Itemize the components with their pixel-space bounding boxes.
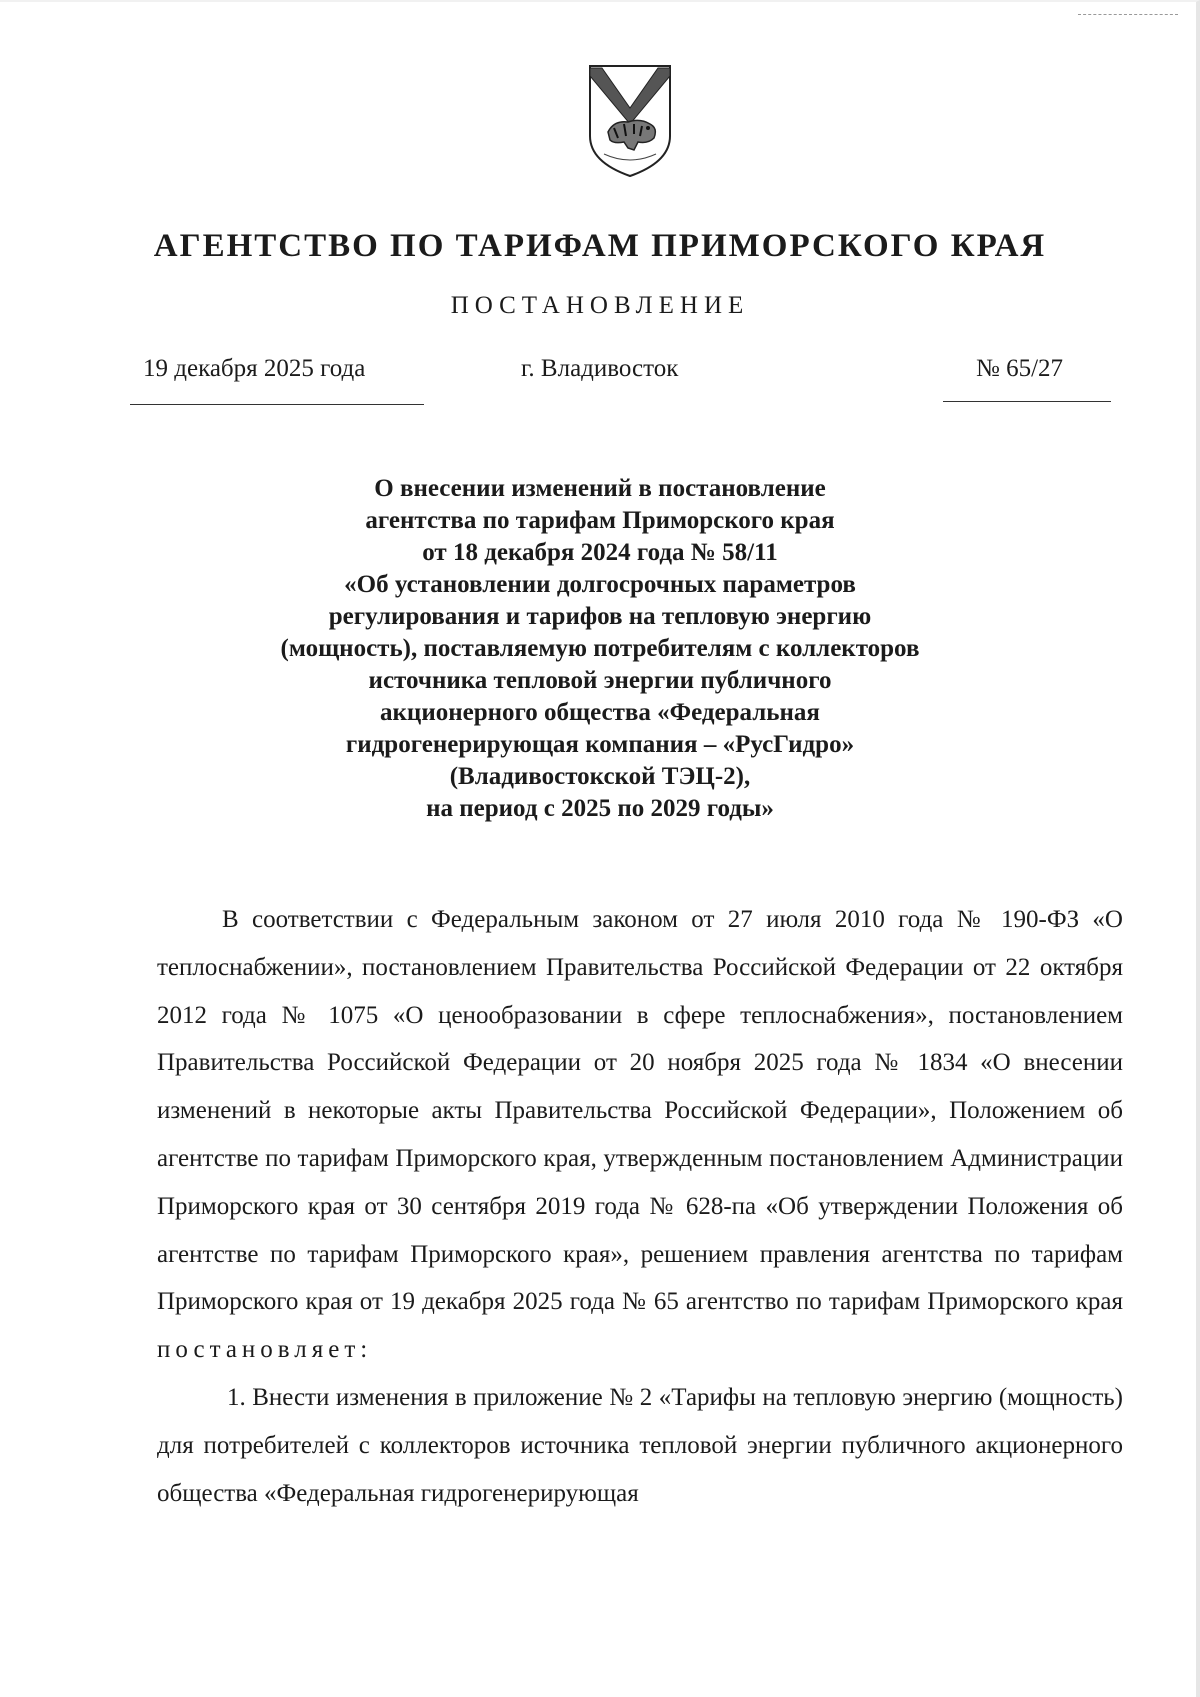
document-number: № 65/27 bbox=[976, 355, 1064, 382]
preamble-paragraph bbox=[157, 896, 1123, 1374]
subject-line: от 18 декабря 2024 года № 58/11 bbox=[422, 539, 778, 566]
date-underline bbox=[130, 404, 424, 405]
scan-corner-mark bbox=[1078, 14, 1178, 16]
number-underline bbox=[943, 401, 1111, 402]
subject-line: (мощность), поставляемую потребителям с коллекторов bbox=[280, 635, 920, 662]
subject-line: О внесении изменений в постановление bbox=[374, 475, 826, 502]
agency-title: АГЕНТСТВО ПО ТАРИФАМ ПРИМОРСКОГО КРАЯ bbox=[153, 228, 1047, 264]
document-subject bbox=[150, 473, 1050, 825]
subject-line: регулирования и тарифов на тепловую энергию bbox=[328, 603, 872, 630]
document-city: г. Владивосток bbox=[521, 355, 679, 382]
subject-line: на период с 2025 по 2029 годы» bbox=[426, 795, 774, 822]
document-body bbox=[157, 896, 1123, 1517]
document-type: ПОСТАНОВЛЕНИЕ bbox=[450, 292, 750, 319]
subject-line: источника тепловой энергии публичного bbox=[368, 667, 832, 694]
decree-word: постановляет: bbox=[157, 1336, 373, 1364]
document-date: 19 декабря 2025 года bbox=[143, 355, 366, 382]
subject-line: (Владивостокской ТЭЦ-2), bbox=[449, 763, 751, 790]
subject-line: акционерного общества «Федеральная bbox=[380, 699, 820, 726]
subject-line: гидрогенерирующая компания – «РусГидро» bbox=[345, 731, 855, 758]
primorsky-krai-coat-of-arms-icon bbox=[584, 62, 676, 180]
subject-line: «Об установлении долгосрочных параметров bbox=[344, 571, 856, 598]
item-1-paragraph: 1. Внести изменения в приложение № 2 «Тарифы на тепловую энергию (мощность) для потребителей с коллекторов источника тепловой энергии публичного акционерного общества «Федеральная гидрогенерирующая bbox=[157, 1383, 1123, 1507]
subject-line: агентства по тарифам Приморского края bbox=[365, 507, 835, 534]
preamble-text: В соответствии с Федеральным законом от 27 июля 2010 года № 190-ФЗ «О теплоснабжении», постановлением Правительства Российской Федерации от 22 октября 2012 года № 1075 «О ценообразовании в сфере теплоснабжения», постановлением Правительства Российской Федерации от 20 ноября 2025 года № 1834 «О внесении изменений в некоторые акты Правительства Российской Федерации», Положением об агентстве по тарифам Приморского края, утвержденным постановлением Администрации Приморского края от 30 сентября 2019 года № 628-па «Об утверждении Положения об агентстве по тарифам Приморского края», решением правления агентства по тарифам Приморского края от 19 декабря 2025 года № 65 агентство по тарифам Приморского края bbox=[157, 906, 1123, 1316]
